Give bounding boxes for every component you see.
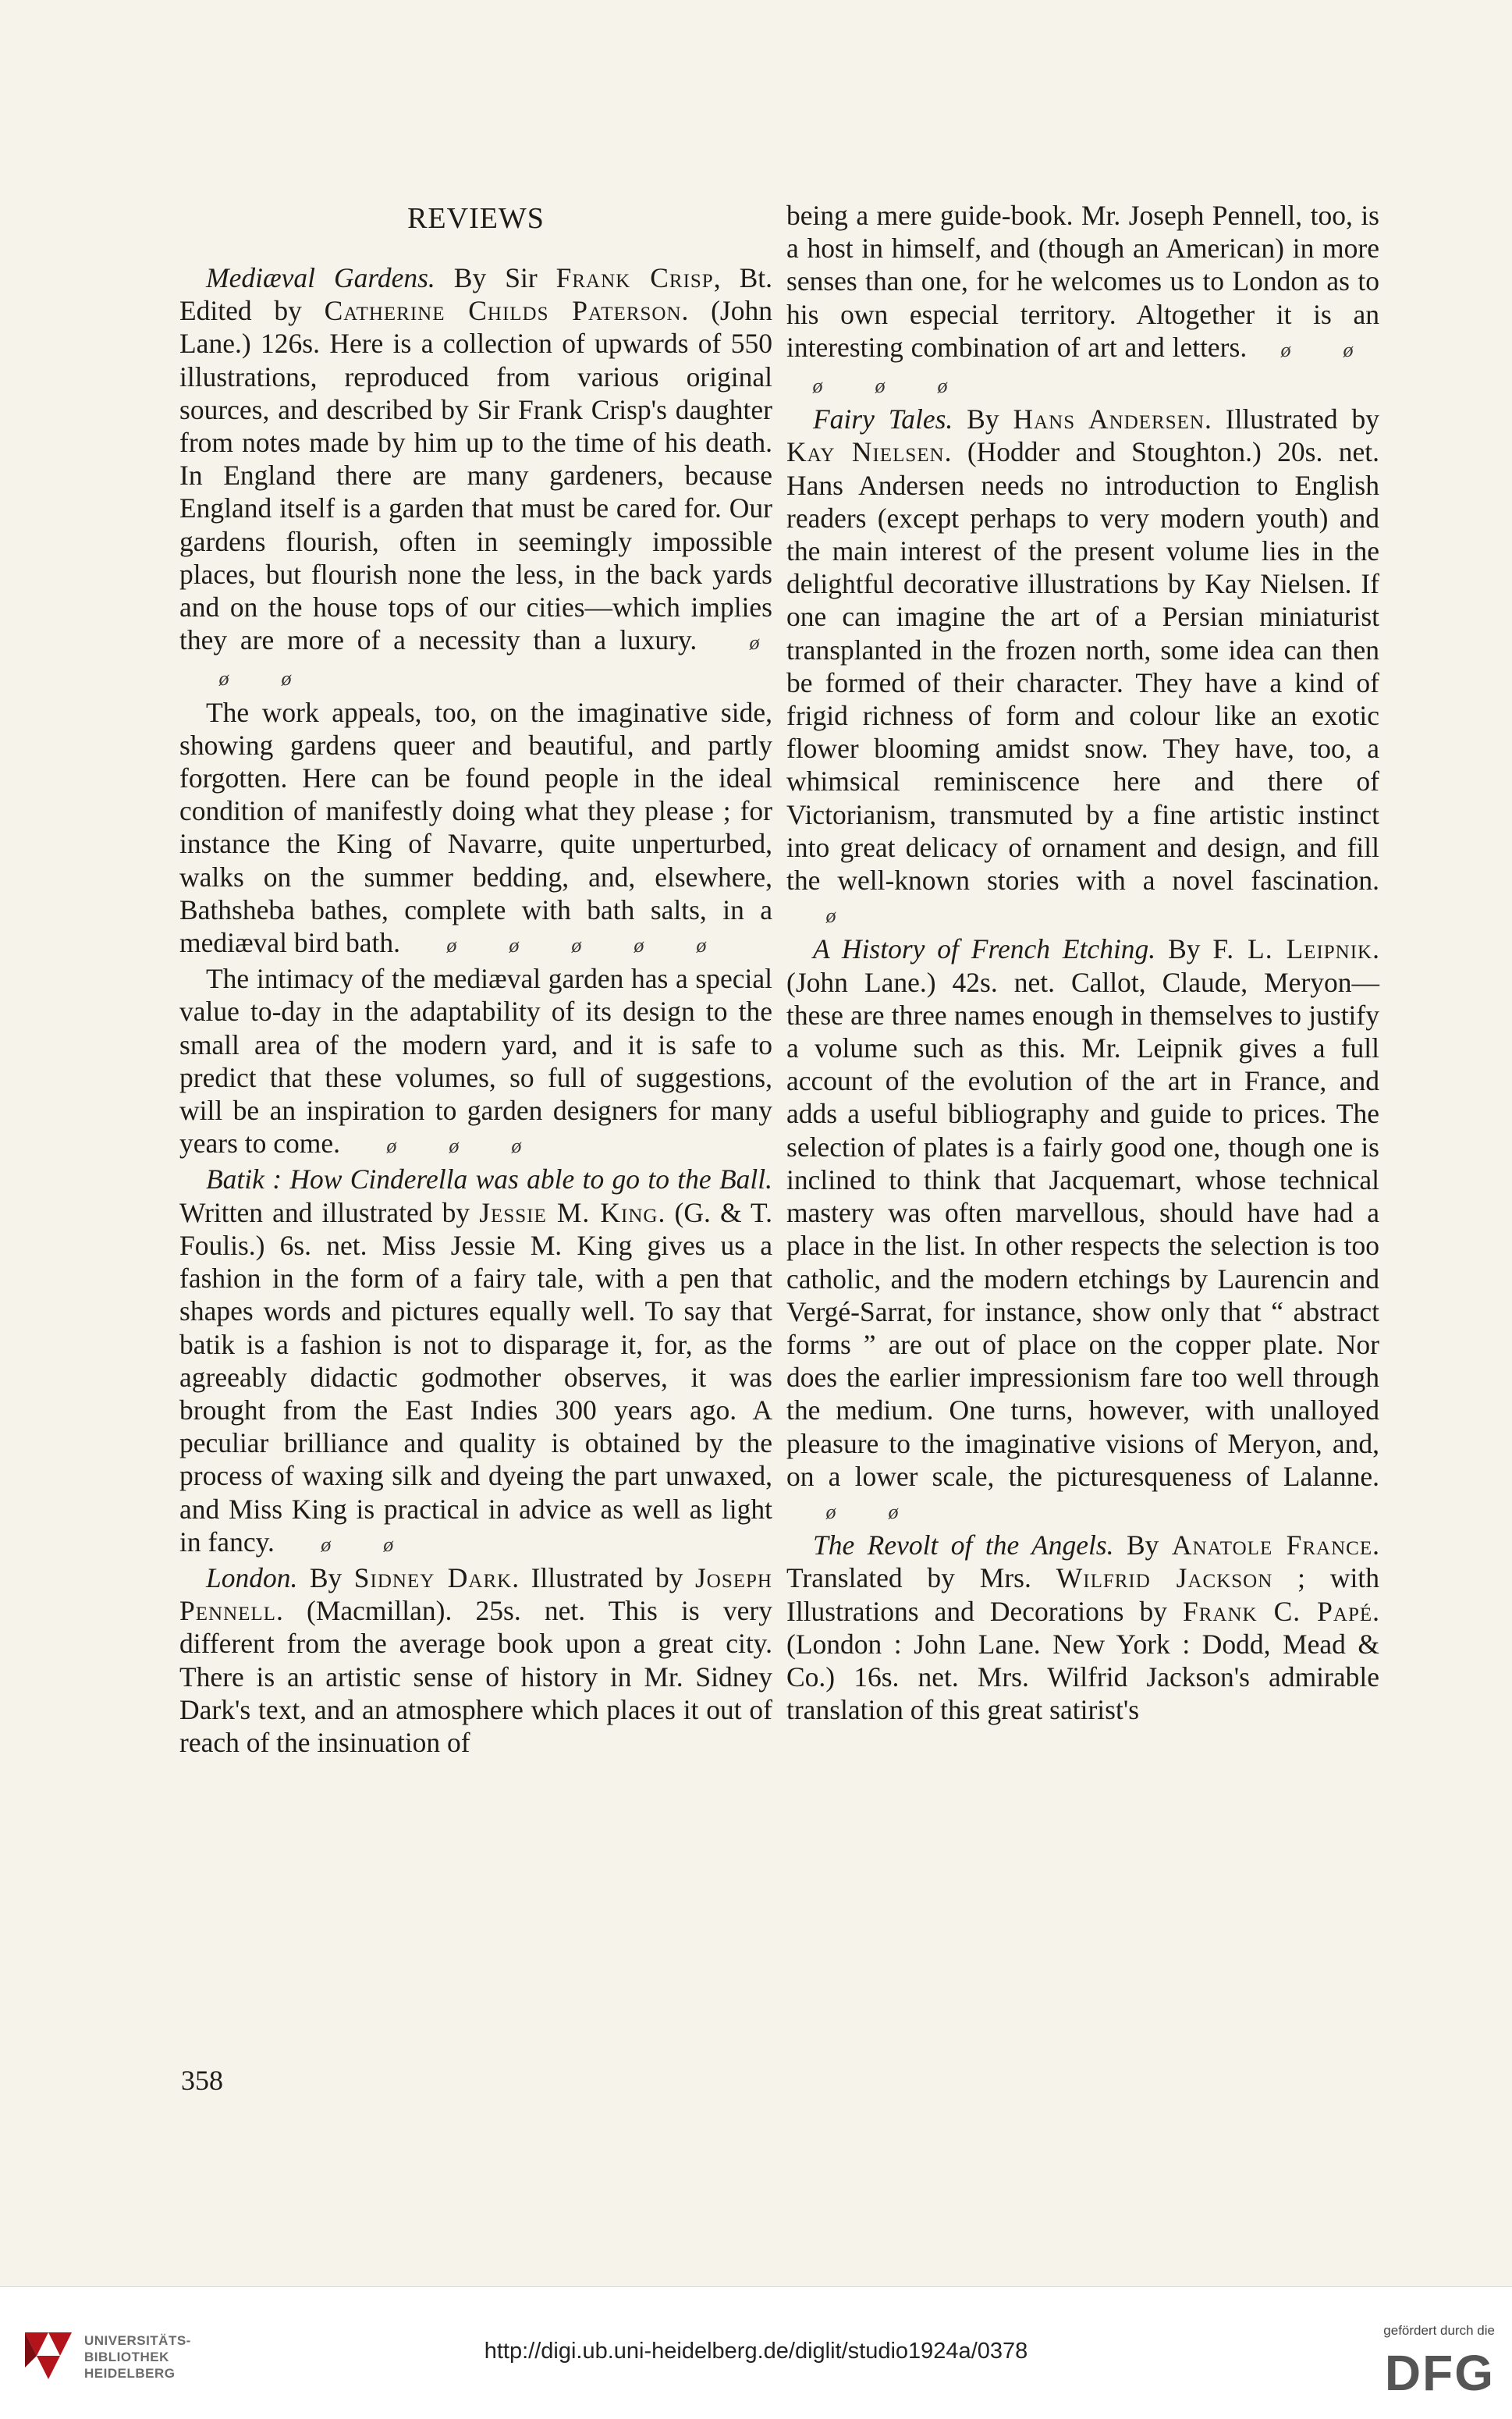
author-name: Jessie M. King [479, 1196, 658, 1228]
ornament-icon: ø [449, 1135, 460, 1158]
ornament-icon: ø [696, 934, 707, 957]
source-url-link[interactable]: http://digi.ub.uni-heidelberg.de/diglit/studio1924a/0378 [484, 2339, 1028, 2364]
illustrator-name: Joseph Pennell [179, 1561, 772, 1627]
editor-name: Catherine Childs Paterson [324, 295, 682, 327]
review-revolt-of-angels: The Revolt of the Angels. By Anatole France. Translated by Mrs. Wilfrid Jackson ; with Illustrations and Decorations by Frank C. Papé. (London : John Lane. New York : Dodd, Mead & Co.) 16s. net. Mrs. Wilfrid Jackson's admirable translation of this great satirist's [786, 1529, 1380, 1726]
ornament-icon: ø [383, 1533, 394, 1556]
right-column [786, 199, 1379, 1726]
ornament-icon: ø [812, 375, 823, 398]
ornament-icon: ø [509, 934, 520, 957]
ornament-icon: ø [749, 631, 760, 655]
ornament-icon: ø [571, 934, 582, 957]
ornament-icon: ø [218, 667, 229, 691]
ornament-icon: ø [937, 375, 948, 398]
review-london: London. By Sidney Dark. Illustrated by Joseph Pennell. (Macmillan). 25s. net. This is very different from the average book upon a great city. There is an artistic sense of history in Mr. Sidney Dark's text, and an atmosphere which places it out of reach of the insinuation of [179, 1561, 772, 1758]
review-batik: Batik : How Cinderella was able to go to the Ball. Written and illustrated by Jessie M. King. (G. & T. Foulis.) 6s. net. Miss Jessie M. King gives us a fashion in the form of a fairy tale, with a pen that shapes words and pictures equally well. To say that batik is a fashion is not to disparage it, for, as the agreeably didactic godmother observes, it was brought from the East Indies 300 years ago. A peculiar brilliance and quality is obtained by the process of waxing silk and dyeing the part unwaxed, and Miss King is practical in advice as well as light in fancy. ø ø [179, 1163, 772, 1561]
book-title: London. [206, 1561, 298, 1593]
ornament-icon: ø [511, 1135, 522, 1158]
author-name: Sidney Dark [353, 1561, 513, 1593]
translator-name: Wilfrid Jackson [1056, 1562, 1273, 1594]
ornament-icon: ø [825, 1500, 836, 1523]
ornament-icon: ø [321, 1533, 332, 1556]
book-title: Batik : How Cinderella was able to go to the Ball. [206, 1163, 772, 1195]
ornament-icon: ø [825, 904, 836, 928]
footer-bar [0, 2286, 1512, 2419]
review-french-etching: A History of French Etching. By F. L. Leipnik. (John Lane.) 42s. net. Callot, Claude, Meryon—these are three names enough in themselves to justify a volume such as this. Mr. Leipnik gives a full account of the evolution of the art in France, and adds a useful bibliography and guide to prices. The selection of plates is a fairly good one, though one is inclined to think that Jacquemart, whose technical mastery was often marvellous, should have had a place in the list. In other respects the selection is too catholic, and the modern etchings by Laurencin and Vergé-Sarrat, for instance, show only that “ abstract forms ” are out of place on the copper plate. Nor does the earlier impressionism fare too well through the medium. One turns, however, with unalloyed pleasure to the imaginative visions of Meryon, and, on a lower scale, the picturesqueness of Lalanne. ø ø [786, 932, 1379, 1529]
review-paragraph: The intimacy of the mediæval garden has a special value to-day in the adaptability of its design to the small area of the modern yard, and it is safe to predict that these volumes, so full of suggestions, will be an inspiration to garden designers for many years to come. ø ø ø [179, 962, 772, 1163]
ornament-icon: ø [1280, 338, 1291, 361]
review-fairy-tales: Fairy Tales. By Hans Andersen. Illustrated by Kay Nielsen. (Hodder and Stoughton.) 20s. net. Hans Andersen needs no introduction to English readers (except perhaps to very modern youth) and the main interest of the present volume lies in the delightful decorative illustrations by Kay Nielsen. If one can imagine the art of a Persian miniaturist transplanted in the frozen north, some idea can then be formed of their character. They have a kind of frigid richness of form and colour like an exotic flower blooming amidst snow. They have, too, a whimsical reminiscence here and there of Victorianism, transmuted by a fine artistic instinct into great delicacy of ornament and design, and fill the well-known stories with a novel fascination. ø [786, 403, 1379, 932]
ornament-icon: ø [446, 934, 457, 957]
page-number: 358 [181, 2065, 223, 2096]
dfg-logo: DFG [1384, 2345, 1495, 2401]
book-title: Fairy Tales. [813, 403, 953, 435]
review-paragraph: The work appeals, too, on the imaginative side, showing gardens queer and beautiful, and partly forgotten. Here can be found people in the ideal condition of manifestly doing what they please ; for instance the King of Navarre, quite unperturbed, walks on the summer bedding, and, elsewhere, Bathsheba bathes, complete with bath salts, in a mediæval bird bath. ø ø ø ø ø [179, 696, 772, 963]
author-name: Frank Crisp [555, 262, 714, 293]
author-name: Anatole France [1171, 1529, 1373, 1561]
ornament-icon: ø [875, 375, 886, 398]
ornament-icon: ø [888, 1500, 899, 1523]
book-title: The Revolt of the Angels. [813, 1529, 1114, 1561]
review-paragraph: being a mere guide-book. Mr. Joseph Pennell, too, is a host in himself, and (though an American) in more senses than one, for he welcomes us to London as to his own especial territory. Altogether it is an interesting combination of art and letters. ø øø ø ø [786, 199, 1379, 403]
left-column [179, 199, 772, 1759]
author-name: Hans Andersen [1013, 403, 1205, 435]
dfg-caption: gefördert durch die [1383, 2323, 1495, 2338]
section-heading: REVIEWS [407, 202, 545, 235]
book-title: A History of French Etching. [813, 933, 1156, 965]
library-name: UNIVERSITÄTS- BIBLIOTHEK HEIDELBERG [84, 2333, 191, 2381]
ornament-icon: ø [386, 1135, 397, 1158]
ornament-icon: ø [281, 667, 292, 691]
author-name: F. L. Leipnik [1212, 933, 1373, 965]
ornament-icon: ø [634, 934, 644, 957]
ornament-icon: ø [1343, 338, 1354, 361]
book-title: Mediæval Gardens. [206, 262, 435, 293]
review-mediaeval-gardens: Mediæval Gardens. By Sir Frank Crisp, Bt. Edited by Catherine Childs Paterson. (John Lane.) 126s. Here is a collection of upwards of 550 illustrations, reproduced from various original sources, and described by Sir Frank Crisp's daughter from notes made by him up to the time of his death. In England there are many gardeners, because England itself is a garden that must be cared for. Our gardens flourish, often in seemingly impossible places, but flourish none the less, in the back yards and on the house tops of our cities—which implies they are more of a necessity than a luxury. øø ø [179, 261, 772, 696]
illustrator-name: Kay Nielsen [786, 436, 945, 468]
illustrator-name: Frank C. Papé [1182, 1595, 1373, 1627]
